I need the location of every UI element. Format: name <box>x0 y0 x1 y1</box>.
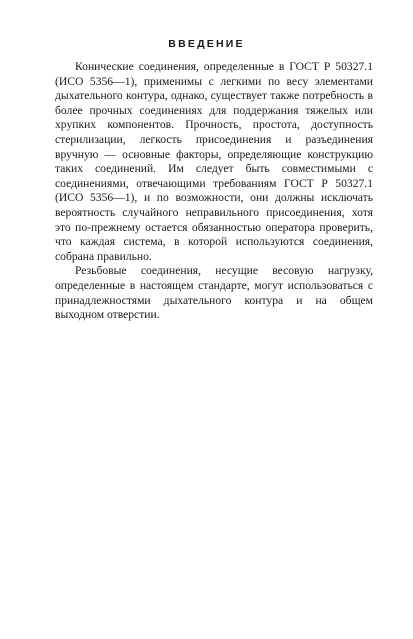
body-text <box>55 60 373 323</box>
paragraph-2: Резьбовые соединения, несущие весовую нагрузку, определенные в настоящем стандарте, могут использоваться с принадлежностями дыхательного контура и на общем выходном отверстии. <box>55 264 373 322</box>
section-title: ВВЕДЕНИЕ <box>168 38 245 50</box>
paragraph-1: Конические соединения, определенные в ГОСТ Р 50327.1 (ИСО 5356—1), применимы с легкими по весу элементами дыхательного контура, однако, существует также потребность в более прочных соединениях для поддержания тяжелых или хрупких компонентов. Прочность, простота, доступность стерилизации, легкость присоединения и разъединения вручную — основные факторы, определяющие конструкцию таких соединений. Им следует быть совместимыми с соединениями, отвечающими требованиям ГОСТ Р 50327.1 (ИСО 5356—1), и по возможности, они должны исключать вероятность случайного неправильного присоединения, хотя это по-прежнему остается обязанностью оператора проверить, что каждая система, в которой используются соединения, собрана правильно. <box>55 60 373 263</box>
